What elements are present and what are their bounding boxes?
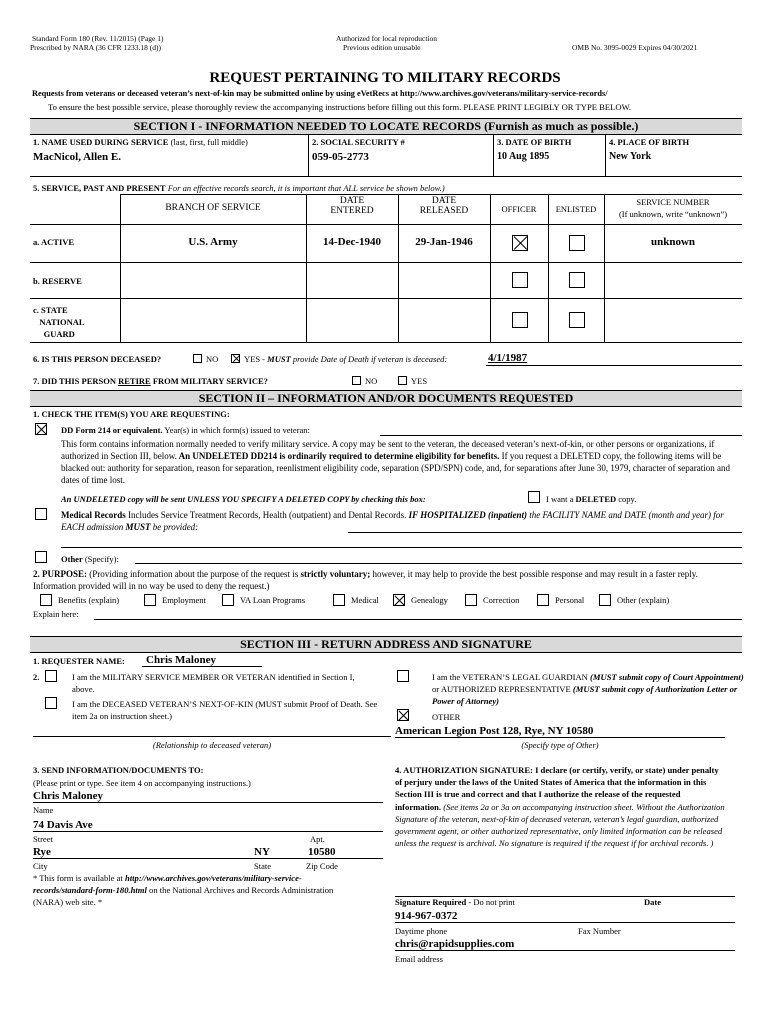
col-service-number: SERVICE NUMBER (If unknown, write “unknown”) xyxy=(618,197,728,219)
mail-zip-field[interactable]: 10580 xyxy=(308,846,336,858)
mail-state-field[interactable]: NY xyxy=(254,846,270,858)
reserve-officer-checkbox[interactable] xyxy=(512,272,528,288)
form-title: REQUEST PERTAINING TO MILITARY RECORDS xyxy=(209,70,561,86)
deceased-yes-checkbox[interactable] xyxy=(231,354,240,363)
row-reserve-label: b. RESERVE xyxy=(33,276,82,286)
section-3-header: SECTION III - RETURN ADDRESS AND SIGNATURE xyxy=(30,636,742,653)
omb-number: OMB No. 3095-0029 Expires 04/30/2021 xyxy=(572,43,698,52)
deceased-no-label: NO xyxy=(206,354,219,364)
dd214-description: This form contains information normally needed to verify military service. A copy may be sent to the veteran, the deceased veteran’s next-of-kin, or other persons or organizations, if authorized in Section III, below. An UNDELETED DD214 is ordinarily required to determine eligibility for benefits. If you request a DELETED copy, the following items will be blacked out: authority for separation, reason for separation, reenlistment eligibility code, separation (SPD/SPN) code, and, for separations after June 30, 1979, character of separation and dates of time lost. xyxy=(61,439,731,485)
form-id: Standard Form 180 (Rev. 11/2015) (Page 1) xyxy=(32,34,164,43)
undeleted-notice: An UNDELETED copy will be sent UNLESS YOU SPECIFY A DELETED COPY by checking this box: xyxy=(61,494,426,504)
mail-city-field[interactable]: Rye xyxy=(33,846,51,858)
active-branch-field[interactable]: U.S. Army xyxy=(188,236,238,248)
purpose-medical-checkbox[interactable] xyxy=(333,594,345,606)
mail-street-label: Street xyxy=(33,834,53,844)
purpose-correction-checkbox[interactable] xyxy=(465,594,477,606)
retire-no-label: NO xyxy=(365,376,378,386)
purpose-personal-checkbox[interactable] xyxy=(537,594,549,606)
col-enlisted: ENLISTED xyxy=(555,204,597,214)
active-officer-checkbox[interactable] xyxy=(512,235,528,251)
col-released: DATE RELEASED xyxy=(419,196,469,216)
mail-city-label: City xyxy=(33,861,48,871)
authorized-text: Authorized for local reproduction xyxy=(336,34,438,43)
daytime-phone-field[interactable]: 914-967-0372 xyxy=(395,910,458,922)
intro-instructions: To ensure the best possible service, please thoroughly review the accompanying instructions before filling out this form. PLEASE PRINT LEGIBLY OR TYPE BELOW. xyxy=(48,102,632,112)
deceased-no-checkbox[interactable] xyxy=(193,354,202,363)
deleted-copy-label: I want a DELETED copy. xyxy=(546,494,637,504)
purpose-other-label: Other (explain) xyxy=(617,595,670,605)
other-type-hint: (Specify type of Other) xyxy=(521,740,599,750)
reserve-enlisted-checkbox[interactable] xyxy=(569,272,585,288)
purpose-genealogy-checkbox[interactable] xyxy=(393,594,405,606)
row-active-label: a. ACTIVE xyxy=(33,237,75,247)
col-officer: OFFICER xyxy=(501,204,537,214)
purpose-correction-label: Correction xyxy=(483,595,520,605)
other-records-label: Other (Specify): xyxy=(61,554,119,564)
send-to-label: 3. SEND INFORMATION/DOCUMENTS TO: xyxy=(33,765,204,775)
active-service-number-field[interactable]: unknown xyxy=(650,236,696,248)
s2-q1-label: 1. CHECK THE ITEM(S) YOU ARE REQUESTING: xyxy=(33,409,230,419)
signature-label: Signature Required - Do not print xyxy=(395,897,515,907)
active-enlisted-checkbox[interactable] xyxy=(569,235,585,251)
other-records-checkbox[interactable] xyxy=(35,551,47,563)
col-entered: DATE ENTERED xyxy=(330,196,374,216)
state-officer-checkbox[interactable] xyxy=(512,312,528,328)
email-label: Email address xyxy=(395,954,443,964)
mail-street-field[interactable]: 74 Davis Ave xyxy=(33,819,93,831)
purpose-personal-label: Personal xyxy=(555,595,585,605)
relationship-hint: (Relationship to deceased veteran) xyxy=(152,740,272,750)
mail-zip-label: Zip Code xyxy=(306,861,338,871)
state-enlisted-checkbox[interactable] xyxy=(569,312,585,328)
purpose-other-checkbox[interactable] xyxy=(599,594,611,606)
date-label: Date xyxy=(644,897,661,907)
q7-label: 7. DID THIS PERSON RETIRE FROM MILITARY SERVICE? xyxy=(33,376,268,386)
dd214-checkbox[interactable] xyxy=(35,423,47,435)
nara-link[interactable]: http://www.archives.gov/veterans/military-service-records/standard-form-180.html xyxy=(33,873,302,895)
dob-field[interactable]: 10 Aug 1895 xyxy=(497,151,550,162)
send-to-hint: (Please print or type. See item 4 on accompanying instructions.) xyxy=(33,778,251,788)
requester-name-label: 1. REQUESTER NAME: xyxy=(33,656,125,666)
requester-name-field[interactable]: Chris Maloney xyxy=(146,654,216,666)
row-state-label: c. STATE NATIONAL GUARD xyxy=(33,305,85,339)
active-released-field[interactable]: 29-Jan-1946 xyxy=(415,236,473,248)
requester-other-checkbox[interactable] xyxy=(397,709,409,721)
retire-yes-checkbox[interactable] xyxy=(398,376,407,385)
requester-veteran-label: I am the MILITARY SERVICE MEMBER OR VETERAN identified in Section I, above. xyxy=(72,672,355,694)
fax-label: Fax Number xyxy=(578,926,621,936)
field-4-label: 4. PLACE OF BIRTH xyxy=(609,137,690,147)
purpose-va-loan-checkbox[interactable] xyxy=(222,594,234,606)
purpose-medical-label: Medical xyxy=(351,595,379,605)
requester-guardian-checkbox[interactable] xyxy=(397,670,409,682)
q6-label: 6. IS THIS PERSON DECEASED? xyxy=(33,354,162,364)
col-branch: BRANCH OF SERVICE xyxy=(165,203,261,213)
deceased-yes-label: YES - MUST provide Date of Death if veteran is deceased: xyxy=(244,354,448,364)
field-3-label: 3. DATE OF BIRTH xyxy=(497,137,572,147)
daytime-phone-label: Daytime phone xyxy=(395,926,448,936)
mail-name-field[interactable]: Chris Maloney xyxy=(33,790,103,802)
purpose-employment-checkbox[interactable] xyxy=(144,594,156,606)
intro-online: Requests from veterans or deceased veteran’s next-of-kin may be submitted online by using eVetRecs at http://www.archives.gov/veterans/military-service-records/ xyxy=(32,89,608,98)
q2-label: 2. xyxy=(33,672,40,682)
medical-records-label: Medical Records Includes Service Treatment Records, Health (outpatient) and Dental Records. IF HOSPITALIZED (inpatient) the FACILITY NAME and DATE (month and year) for EACH admission MUST be provided: xyxy=(61,510,724,532)
mail-state-label: State xyxy=(254,861,271,871)
dd214-label: DD Form 214 or equivalent. Year(s) in which form(s) issued to veteran: xyxy=(61,425,310,435)
requester-veteran-checkbox[interactable] xyxy=(45,670,57,682)
purpose-text: 2. PURPOSE: (Providing information about the purpose of the request is strictly voluntary; however, it may help to provide the best possible response and may result in a faster reply. Information provided will in no way be used to deny the request.) xyxy=(33,569,698,591)
purpose-va-loan-label: VA Loan Programs xyxy=(240,595,306,605)
explain-label: Explain here: xyxy=(33,609,79,619)
pob-field[interactable]: New York xyxy=(609,151,652,162)
purpose-benefits-checkbox[interactable] xyxy=(40,594,52,606)
section-2-header: SECTION II – INFORMATION AND/OR DOCUMENTS REQUESTED xyxy=(30,390,742,407)
requester-other-label: OTHER xyxy=(432,712,461,722)
deleted-copy-checkbox[interactable] xyxy=(528,491,540,503)
requester-nok-label: I am the DECEASED VETERAN’S NEXT-OF-KIN (MUST submit Proof of Death. See item 2a on instruction sheet.) xyxy=(72,699,378,721)
medical-records-checkbox[interactable] xyxy=(35,508,47,520)
ssn-field[interactable]: 059-05-2773 xyxy=(312,151,369,163)
purpose-employment-label: Employment xyxy=(162,595,206,605)
purpose-benefits-label: Benefits (explain) xyxy=(58,595,120,605)
purpose-genealogy-label: Genealogy xyxy=(411,595,448,605)
retire-no-checkbox[interactable] xyxy=(352,376,361,385)
field-2-label: 2. SOCIAL SECURITY # xyxy=(312,137,405,147)
email-field[interactable]: chris@rapidsupplies.com xyxy=(395,938,515,950)
requester-guardian-label: I am the VETERAN’S LEGAL GUARDIAN (MUST submit copy of Court Appointment) or AUTHORIZED REPRESENTATIVE (MUST submit copy of Authorization Letter or Power of Attorney) xyxy=(432,672,744,706)
mail-name-label: Name xyxy=(33,805,54,815)
name-field[interactable]: MacNicol, Allen E. xyxy=(33,151,121,163)
field-1-label: 1. NAME USED DURING SERVICE (last, first, full middle) xyxy=(33,137,248,147)
date-of-death-field[interactable]: 4/1/1987 xyxy=(488,352,528,364)
requester-nok-checkbox[interactable] xyxy=(45,697,57,709)
other-type-field[interactable]: American Legion Post 128, Rye, NY 10580 xyxy=(395,725,594,737)
authorization-statement: 4. AUTHORIZATION SIGNATURE: I declare (or certify, verify, or state) under penalty of perjury under the laws of the United States of America that the information in this Section III is true and correct and that I authorize the release of the requested information. (See items 2a or 3a on accompanying instruction sheet. Without the Authorization Signature of the veteran, next-of-kin of deceased veteran, veteran’s legal guardian, authorized government agent, or other authorized representative, only limited information can be released unless the request is archival. No signature is required if the request if for archival records. ) xyxy=(395,765,725,849)
mail-apt-label: Apt. xyxy=(310,834,325,844)
form-availability-note: * This form is available at http://www.archives.gov/veterans/military-service-records/standard-form-180.html on the National Archives and Records Administration (NARA) web site. * xyxy=(33,873,334,907)
previous-edition-text: Previous edition unusable xyxy=(343,43,421,52)
retire-yes-label: YES xyxy=(411,376,428,386)
field-5-label: 5. SERVICE, PAST AND PRESENT For an effective records search, it is important that ALL service be shown below.) xyxy=(33,183,445,193)
prescribed-by: Prescribed by NARA (36 CFR 1233.18 (d)) xyxy=(30,43,162,52)
active-entered-field[interactable]: 14-Dec-1940 xyxy=(322,236,382,248)
section-1-header: SECTION I - INFORMATION NEEDED TO LOCATE RECORDS (Furnish as much as possible.) xyxy=(30,118,742,135)
